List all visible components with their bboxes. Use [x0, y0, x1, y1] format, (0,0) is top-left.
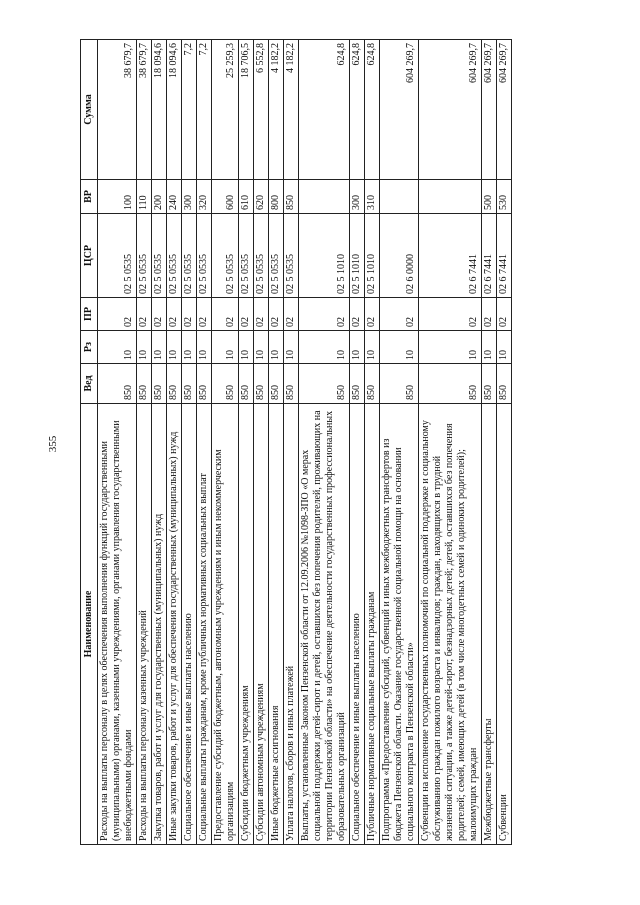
cell-csr: 02 5 0535 — [197, 214, 212, 298]
cell-name: Расходы на выплаты персоналу казенных учреждений — [137, 404, 152, 845]
cell-rz: 10 — [482, 331, 497, 364]
table-row — [365, 40, 380, 845]
header-rz: Рз — [81, 331, 98, 364]
cell-sum: 38 679,7 — [137, 40, 152, 180]
cell-vr: 100 — [98, 180, 137, 214]
cell-rz: 10 — [137, 331, 152, 364]
cell-sum: 38 679,7 — [98, 40, 137, 180]
cell-name: Иные закупки товаров, работ и услуг для обеспечения государственных (муниципальных) нужд — [167, 404, 182, 845]
cell-ved: 850 — [182, 364, 197, 404]
cell-pr: 02 — [182, 298, 197, 331]
cell-ved: 850 — [98, 364, 137, 404]
cell-name: Субвенции на исполнение государственных полномочий по социальной поддержке и социальному обслуживанию граждан пожилого возраста и инвалидов; граждан, находящихся в трудной жизненной ситуации, а также детей-сирот; безнадзорных детей; детей, оставшихся без попечения родителей; семей, имеющих детей (в том числе многодетных семей и одиноких родителей); малоимущих граждан — [419, 404, 482, 845]
table-row — [182, 40, 197, 845]
cell-rz: 10 — [350, 331, 365, 364]
cell-ved: 850 — [365, 364, 380, 404]
cell-ved: 850 — [137, 364, 152, 404]
cell-sum: 604 269,7 — [497, 40, 512, 180]
cell-rz: 10 — [152, 331, 167, 364]
cell-sum: 18 094,6 — [167, 40, 182, 180]
table-row — [98, 40, 137, 845]
cell-ved: 850 — [380, 364, 419, 404]
cell-rz: 10 — [167, 331, 182, 364]
cell-name: Иные бюджетные ассигнования — [269, 404, 284, 845]
cell-pr: 02 — [299, 298, 350, 331]
cell-vr: 300 — [182, 180, 197, 214]
cell-sum: 624,8 — [350, 40, 365, 180]
table-row — [380, 40, 419, 845]
cell-ved: 850 — [152, 364, 167, 404]
cell-csr: 02 5 0535 — [182, 214, 197, 298]
cell-pr: 02 — [239, 298, 254, 331]
cell-pr: 02 — [167, 298, 182, 331]
cell-name: Субвенции — [497, 404, 512, 845]
cell-sum: 7,2 — [197, 40, 212, 180]
cell-pr: 02 — [212, 298, 239, 331]
budget-table-container — [80, 40, 620, 845]
cell-name: Предоставление субсидий бюджетным, автономным учреждениям и иным некоммерческим организациям — [212, 404, 239, 845]
table-row — [284, 40, 299, 845]
cell-vr: 500 — [482, 180, 497, 214]
cell-pr: 02 — [269, 298, 284, 331]
cell-name: Субсидии бюджетным учреждениям — [239, 404, 254, 845]
table-row — [152, 40, 167, 845]
cell-rz: 10 — [365, 331, 380, 364]
cell-ved: 850 — [497, 364, 512, 404]
cell-vr: 110 — [137, 180, 152, 214]
cell-rz: 10 — [497, 331, 512, 364]
cell-sum: 18 706,5 — [239, 40, 254, 180]
cell-rz: 10 — [254, 331, 269, 364]
cell-sum: 604 269,7 — [419, 40, 482, 180]
cell-csr: 02 5 0535 — [98, 214, 137, 298]
cell-name: Выплаты, установленные Законом Пензенской области от 12.09.2006 №1098-ЗПО «О мерах социальной поддержки детей-сирот и детей, оставшихся без попечения родителей, проживающих на территории Пензенской области» на обеспечение деятельности государственных профессиональных образовательных организаций — [299, 404, 350, 845]
cell-name: Субсидии автономным учреждениям — [254, 404, 269, 845]
cell-rz: 10 — [380, 331, 419, 364]
cell-pr: 02 — [482, 298, 497, 331]
cell-name: Социальное обеспечение и иные выплаты населению — [350, 404, 365, 845]
cell-vr: 200 — [152, 180, 167, 214]
table-row — [419, 40, 482, 845]
cell-csr: 02 6 7441 — [419, 214, 482, 298]
cell-pr: 02 — [284, 298, 299, 331]
table-row — [482, 40, 497, 845]
cell-rz: 10 — [419, 331, 482, 364]
header-sum: Сумма — [81, 40, 98, 180]
cell-csr: 02 5 0535 — [269, 214, 284, 298]
cell-sum: 4 182,2 — [269, 40, 284, 180]
cell-rz: 10 — [269, 331, 284, 364]
cell-vr: 310 — [365, 180, 380, 214]
cell-ved: 850 — [419, 364, 482, 404]
cell-name: Подпрограмма «Предоставление субсидий, субвенций и иных межбюджетных трансфертов из бюджета Пензенской области. Оказание государственной социальной помощи на основании социального контракта в Пензенской области» — [380, 404, 419, 845]
header-name: Наименование — [81, 404, 98, 845]
cell-pr: 02 — [152, 298, 167, 331]
cell-csr: 02 6 0000 — [380, 214, 419, 298]
cell-csr: 02 6 7441 — [482, 214, 497, 298]
table-row — [350, 40, 365, 845]
cell-sum: 25 259,3 — [212, 40, 239, 180]
cell-csr: 02 6 7441 — [497, 214, 512, 298]
cell-vr: 240 — [167, 180, 182, 214]
cell-sum: 7,2 — [182, 40, 197, 180]
cell-vr: 600 — [212, 180, 239, 214]
table-row — [299, 40, 350, 845]
cell-csr: 02 5 0535 — [239, 214, 254, 298]
header-ved: Вед — [81, 364, 98, 404]
cell-rz: 10 — [239, 331, 254, 364]
cell-name: Уплата налогов, сборов и иных платежей — [284, 404, 299, 845]
cell-ved: 850 — [212, 364, 239, 404]
cell-ved: 850 — [350, 364, 365, 404]
cell-vr: 300 — [350, 180, 365, 214]
table-row — [254, 40, 269, 845]
header-pr: ПР — [81, 298, 98, 331]
cell-csr: 02 5 1010 — [299, 214, 350, 298]
cell-rz: 10 — [284, 331, 299, 364]
cell-name: Расходы на выплаты персоналу в целях обеспечения выполнения функций государственными (муниципальными) органами, казенными учреждениями, органами управления государственными внебюджетными фондами — [98, 404, 137, 845]
cell-ved: 850 — [254, 364, 269, 404]
header-vr: ВР — [81, 180, 98, 214]
cell-pr: 02 — [350, 298, 365, 331]
cell-csr: 02 5 0535 — [254, 214, 269, 298]
cell-vr — [419, 180, 482, 214]
table-row — [212, 40, 239, 845]
cell-sum: 4 182,2 — [284, 40, 299, 180]
table-row — [197, 40, 212, 845]
cell-vr: 610 — [239, 180, 254, 214]
cell-ved: 850 — [299, 364, 350, 404]
cell-ved: 850 — [167, 364, 182, 404]
cell-sum: 604 269,7 — [482, 40, 497, 180]
cell-vr: 850 — [284, 180, 299, 214]
cell-csr: 02 5 1010 — [350, 214, 365, 298]
cell-csr: 02 5 1010 — [365, 214, 380, 298]
cell-name: Межбюджетные трансферты — [482, 404, 497, 845]
cell-csr: 02 5 0535 — [167, 214, 182, 298]
table-row — [497, 40, 512, 845]
cell-rz: 10 — [299, 331, 350, 364]
cell-csr: 02 5 0535 — [152, 214, 167, 298]
table-row — [239, 40, 254, 845]
cell-sum: 624,8 — [299, 40, 350, 180]
cell-vr: 530 — [497, 180, 512, 214]
table-header-row — [81, 40, 98, 845]
cell-vr: 800 — [269, 180, 284, 214]
table-row — [167, 40, 182, 845]
cell-csr: 02 5 0535 — [212, 214, 239, 298]
budget-table — [80, 39, 512, 845]
cell-pr: 02 — [137, 298, 152, 331]
cell-pr: 02 — [98, 298, 137, 331]
cell-vr — [299, 180, 350, 214]
cell-ved: 850 — [482, 364, 497, 404]
cell-name: Закупка товаров, работ и услуг для государственных (муниципальных) нужд — [152, 404, 167, 845]
cell-vr: 320 — [197, 180, 212, 214]
table-row — [137, 40, 152, 845]
cell-name: Социальные выплаты гражданам, кроме публичных нормативных социальных выплат — [197, 404, 212, 845]
cell-pr: 02 — [380, 298, 419, 331]
cell-pr: 02 — [254, 298, 269, 331]
cell-sum: 624,8 — [365, 40, 380, 180]
cell-ved: 850 — [284, 364, 299, 404]
cell-sum: 604 269,7 — [380, 40, 419, 180]
cell-rz: 10 — [98, 331, 137, 364]
cell-vr: 620 — [254, 180, 269, 214]
header-csr: ЦСР — [81, 214, 98, 298]
table-body — [98, 40, 512, 845]
cell-pr: 02 — [497, 298, 512, 331]
cell-ved: 850 — [239, 364, 254, 404]
cell-vr — [380, 180, 419, 214]
table-row — [269, 40, 284, 845]
cell-ved: 850 — [269, 364, 284, 404]
cell-sum: 18 094,6 — [152, 40, 167, 180]
cell-pr: 02 — [365, 298, 380, 331]
page-number: 355 — [47, 435, 59, 453]
cell-sum: 6 552,8 — [254, 40, 269, 180]
cell-rz: 10 — [182, 331, 197, 364]
cell-pr: 02 — [197, 298, 212, 331]
cell-rz: 10 — [212, 331, 239, 364]
cell-csr: 02 5 0535 — [137, 214, 152, 298]
cell-ved: 850 — [197, 364, 212, 404]
cell-rz: 10 — [197, 331, 212, 364]
cell-pr: 02 — [419, 298, 482, 331]
cell-csr: 02 5 0535 — [284, 214, 299, 298]
cell-name: Социальное обеспечение и иные выплаты населению — [182, 404, 197, 845]
cell-name: Публичные нормативные социальные выплаты гражданам — [365, 404, 380, 845]
